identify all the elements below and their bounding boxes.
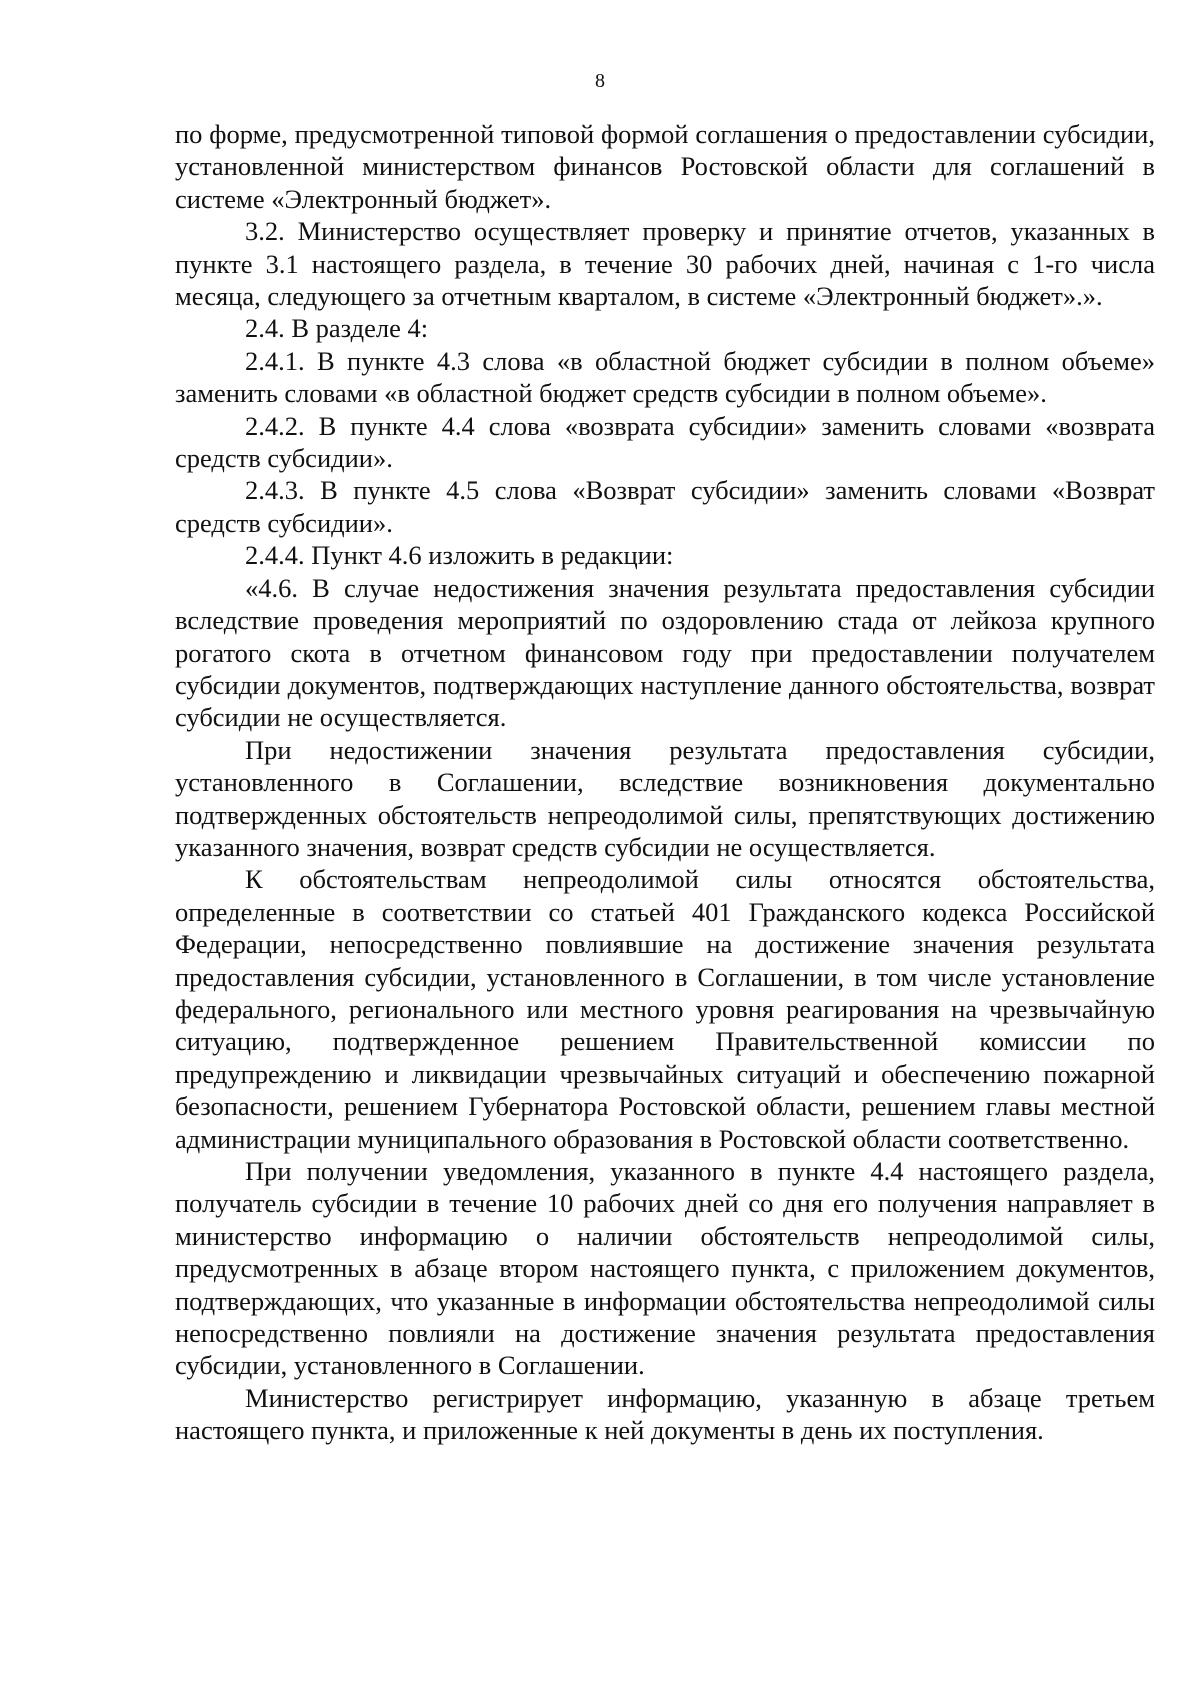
paragraph: 2.4.2. В пункте 4.4 слова «возврата субсидии» заменить словами «возврата средств субсидии». [175, 410, 1155, 474]
paragraph: Министерство регистрирует информацию, указанную в абзаце третьем настоящего пункта, и приложенные к ней документы в день их поступления. [175, 1382, 1155, 1446]
paragraph: При получении уведомления, указанного в пункте 4.4 настоящего раздела, получатель субсидии в течение 10 рабочих дней со дня его получения направляет в министерство информацию о наличии обстоятельств непреодолимой силы, предусмотренных в абзаце втором настоящего пункта, с приложением документов, подтверждающих, что указанные в информации обстоятельства непреодолимой силы непосредственно повлияли на достижение значения результата предоставления субсидии, установленного в Соглашении. [175, 1156, 1155, 1381]
paragraph: 2.4. В разделе 4: [245, 313, 429, 344]
paragraph: 2.4.4. Пункт 4.6 изложить в редакции: [245, 540, 674, 571]
paragraph: К обстоятельствам непреодолимой силы относятся обстоятельства, определенные в соответствии со статьей 401 Гражданского кодекса Российской Федерации, непосредственно повлиявшие на достижение значения результата предоставления субсидии, установленного в Соглашении, в том числе установление федерального, регионального или местного уровня реагирования на чрезвычайную ситуацию, подтвержденное решением Правительственной комиссии по предупреждению и ликвидации чрезвычайных ситуаций и обеспечению пожарной безопасности, решением Губернатора Ростовской области, решением главы местной администрации муниципального образования в Ростовской области соответственно. [175, 864, 1155, 1154]
paragraph: 3.2. Министерство осуществляет проверку и принятие отчетов, указанных в пункте 3.1 настоящего раздела, в течение 30 рабочих дней, начиная с 1-го числа месяца, следующего за отчетным кварталом, в системе «Электронный бюджет».». [175, 216, 1155, 312]
paragraph: При недостижении значения результата предоставления субсидии, установленного в Соглашении, вследствие возникновения документально подтвержденных обстоятельств непреодолимой силы, препятствующих достижению указанного значения, возврат средств субсидии не осуществляется. [175, 734, 1155, 862]
paragraph: «4.6. В случае недостижения значения результата предоставления субсидии вследствие проведения мероприятий по оздоровлению стада от лейкоза крупного рогатого скота в отчетном финансовом году при предоставлении получателем субсидии документов, подтверждающих наступление данного обстоятельства, возврат субсидии не осуществляется. [175, 572, 1155, 733]
paragraph: 2.4.1. В пункте 4.3 слова «в областной бюджет субсидии в полном объеме» заменить словами «в областной бюджет средств субсидии в полном объеме». [175, 345, 1155, 409]
document-body [175, 118, 1155, 1447]
page-number: 8 [595, 70, 605, 92]
paragraph: по форме, предусмотренной типовой формой соглашения о предоставлении субсидии, установленной министерством финансов Ростовской области для соглашений в системе «Электронный бюджет». [175, 119, 1155, 214]
paragraph: 2.4.3. В пункте 4.5 слова «Возврат субсидии» заменить словами «Возврат средств субсидии». [175, 475, 1155, 538]
